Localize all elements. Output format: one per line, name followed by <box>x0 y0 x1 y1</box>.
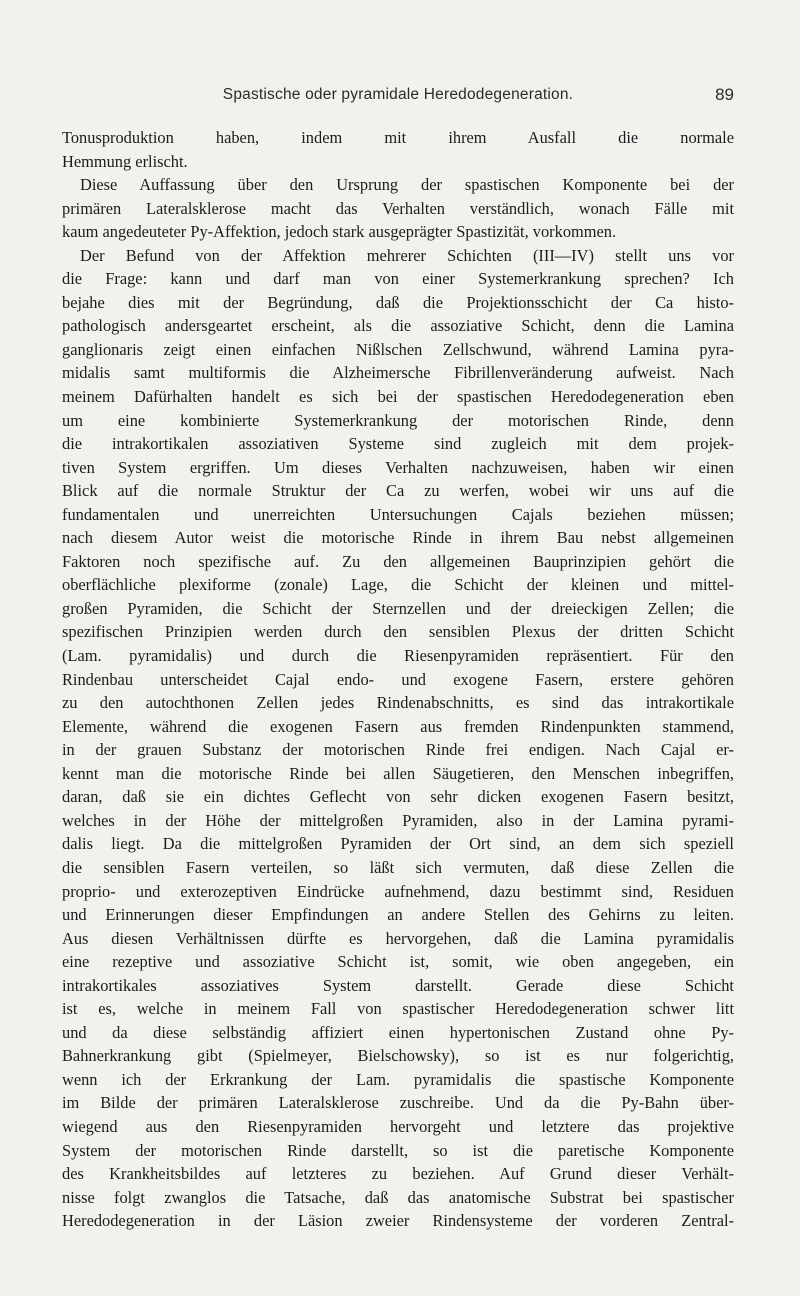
text-line: die sensiblen Fasern verteilen, so läßt sich vermuten, daß diese Zellen die <box>62 857 734 877</box>
text-line: die intrakortikalen assoziativen Systeme sind zugleich mit dem projek- <box>62 434 734 454</box>
text-line: großen Pyramiden, die Schicht der Sternzellen und der dreieckigen Zellen; die <box>62 598 734 618</box>
text-line: kennt man die motorische Rinde bei allen Säugetieren, den Menschen inbegriffen, <box>62 763 734 783</box>
text-line: Der Befund von der Affektion mehrerer Schichten (III—IV) stellt uns vor <box>80 245 734 265</box>
text-line: Heredodegeneration in der Läsion zweier Rindensysteme der vorderen Zentral- <box>62 1211 734 1231</box>
text-line: Diese Auffassung über den Ursprung der spastischen Komponente bei der <box>80 175 734 195</box>
text-line: spezifischen Prinzipien werden durch den sensiblen Plexus der dritten Schicht <box>62 622 734 642</box>
text-line: Elemente, während die exogenen Fasern aus fremden Rindenpunkten stammend, <box>62 716 734 736</box>
text-line: in der grauen Substanz der motorischen Rinde frei endigen. Nach Cajal er- <box>62 740 734 760</box>
text-line: kaum angedeuteter Py-Affektion, jedoch stark ausgeprägter Spastizität, vorkommen. <box>62 222 617 242</box>
text-line: System der motorischen Rinde darstellt, so ist die paretische Komponente <box>62 1140 734 1160</box>
text-line: des Krankheitsbildes auf letzteres zu beziehen. Auf Grund dieser Verhält- <box>62 1164 734 1184</box>
text-line: um eine kombinierte Systemerkrankung der motorischen Rinde, denn <box>62 410 734 430</box>
text-line: Tonusproduktion haben, indem mit ihrem Ausfall die normale <box>62 128 734 147</box>
text-line: zu den autochthonen Zellen jedes Rindenabschnitts, es sind das intrakortikale <box>62 693 734 713</box>
page-number: 89 <box>715 85 734 104</box>
text-line: Rindenbau unterscheidet Cajal endo- und exogene Fasern, erstere gehören <box>62 669 734 689</box>
text-line: nach diesem Autor weist die motorische Rinde in ihrem Bau nebst allgemeinen <box>62 528 734 548</box>
text-line: primären Lateralsklerose macht das Verhalten verständlich, wonach Fälle mit <box>62 198 734 218</box>
text-line: welches in der Höhe der mittelgroßen Pyramiden, also in der Lamina pyrami- <box>62 810 734 830</box>
page-header <box>62 86 734 108</box>
text-line: oberflächliche plexiforme (zonale) Lage, die Schicht der kleinen und mittel- <box>62 575 734 595</box>
text-line: und Erinnerungen dieser Empfindungen an andere Stellen des Gehirns zu leiten. <box>62 905 734 925</box>
text-line: Hemmung erlischt. <box>62 151 188 171</box>
text-line: bejahe dies mit der Begründung, daß die Projektionsschicht der Ca histo- <box>62 292 734 312</box>
text-line: pathologisch andersgeartet erscheint, als die assoziative Schicht, denn die Lamina <box>62 316 734 336</box>
text-line: tiven System ergriffen. Um dieses Verhalten nachzuweisen, haben wir einen <box>62 457 734 477</box>
text-line: proprio- und exterozeptiven Eindrücke aufnehmend, dazu bestimmt sind, Residuen <box>62 881 734 901</box>
text-line: Faktoren noch spezifische auf. Zu den allgemeinen Bauprinzipien gehört die <box>62 551 734 571</box>
text-line: meinem Dafürhalten handelt es sich bei der spastischen Heredodegeneration eben <box>62 387 734 407</box>
text-line: wenn ich der Erkrankung der Lam. pyramidalis die spastische Komponente <box>62 1069 734 1089</box>
text-line: Blick auf die normale Struktur der Ca zu werfen, wobei wir uns auf die <box>62 481 734 501</box>
text-line: und da diese selbständig affiziert einen hypertonischen Zustand ohne Py- <box>62 1022 734 1042</box>
text-line: eine rezeptive und assoziative Schicht ist, somit, wie oben angegeben, ein <box>62 952 734 972</box>
text-line: die Frage: kann und darf man von einer Systemerkrankung sprechen? Ich <box>62 269 734 289</box>
text-line: dalis liegt. Da die mittelgroßen Pyramiden der Ort sind, an dem sich speziell <box>62 834 734 854</box>
text-line: fundamentalen und unerreichten Untersuchungen Cajals beziehen müssen; <box>62 504 734 524</box>
text-line: ist es, welche in meinem Fall von spastischer Heredodegeneration schwer litt <box>62 999 734 1019</box>
body-text <box>62 126 734 1233</box>
text-line: ganglionaris zeigt einen einfachen Nißlschen Zellschwund, während Lamina pyra- <box>62 339 734 359</box>
text-line: daran, daß sie ein dichtes Geflecht von sehr dicken exogenen Fasern besitzt, <box>62 787 734 807</box>
text-line: midalis samt multiformis die Alzheimersche Fibrillenveränderung aufweist. Nach <box>62 363 734 383</box>
text-line: wiegend aus den Riesenpyramiden hervorgeht und letztere das projektive <box>62 1116 734 1136</box>
running-title: Spastische oder pyramidale Heredodegeneration. <box>222 86 574 103</box>
text-line: nisse folgt zwanglos die Tatsache, daß das anatomische Substrat bei spastischer <box>62 1187 734 1207</box>
text-line: intrakortikales assoziatives System darstellt. Gerade diese Schicht <box>62 975 734 995</box>
text-line: (Lam. pyramidalis) und durch die Riesenpyramiden repräsentiert. Für den <box>62 646 734 666</box>
text-line: Aus diesen Verhältnissen dürfte es hervorgehen, daß die Lamina pyramidalis <box>62 928 734 948</box>
text-line: Bahnerkrankung gibt (Spielmeyer, Bielschowsky), so ist es nur folgerichtig, <box>62 1046 734 1066</box>
text-line: im Bilde der primären Lateralsklerose zuschreibe. Und da die Py-Bahn über- <box>62 1093 734 1113</box>
